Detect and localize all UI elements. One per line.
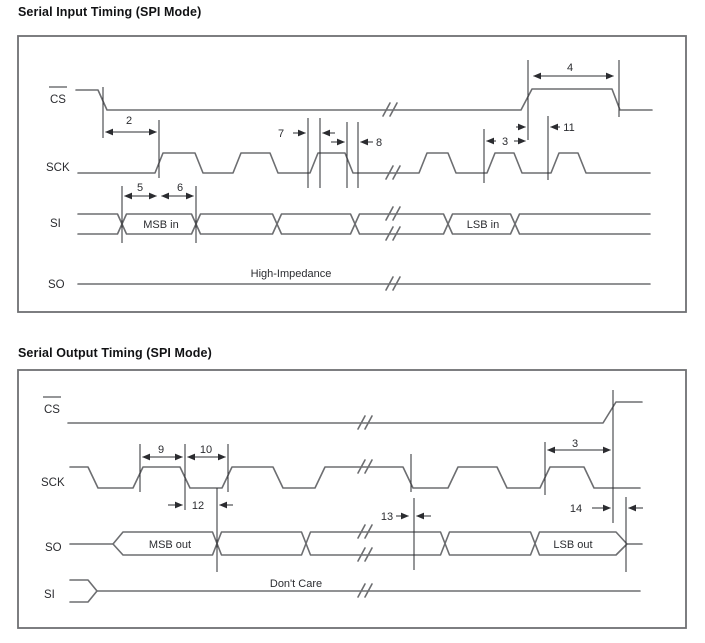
dimension-11 bbox=[516, 116, 560, 180]
sck-signal-label: SCK bbox=[46, 162, 70, 174]
sck-waveform bbox=[70, 467, 640, 488]
timing-3-input: 3 bbox=[501, 136, 509, 148]
output-waveforms bbox=[68, 402, 642, 602]
msb-in-label: MSB in bbox=[143, 219, 179, 231]
timing-13: 13 bbox=[380, 511, 394, 523]
timing-11: 11 bbox=[563, 122, 575, 134]
timing-14: 14 bbox=[569, 503, 583, 515]
cs-waveform bbox=[68, 402, 642, 423]
si-signal-label: SI bbox=[44, 589, 55, 601]
output-timing-diagram bbox=[18, 370, 686, 628]
sck-waveform bbox=[78, 153, 650, 173]
high-impedance-label: High-Impedance bbox=[250, 268, 332, 280]
dimension-13 bbox=[396, 454, 431, 570]
timing-12: 12 bbox=[191, 500, 205, 512]
timing-4: 4 bbox=[566, 62, 574, 74]
input-labels bbox=[46, 62, 575, 291]
lsb-out-label: LSB out bbox=[553, 539, 593, 551]
si-stub-rail-b bbox=[70, 591, 97, 602]
si-break-marks bbox=[386, 207, 400, 240]
so-signal-label: SO bbox=[45, 542, 62, 554]
dimension-2 bbox=[103, 87, 159, 178]
cs-signal-label: CS bbox=[44, 404, 60, 416]
si-signal-label: SI bbox=[50, 218, 61, 230]
input-diagram-title: Serial Input Timing (SPI Mode) bbox=[18, 5, 202, 19]
timing-8: 8 bbox=[375, 137, 383, 149]
output-labels bbox=[41, 397, 593, 601]
output-diagram-title: Serial Output Timing (SPI Mode) bbox=[18, 346, 212, 360]
sck-signal-label: SCK bbox=[41, 477, 65, 489]
cs-signal-label: CS bbox=[50, 94, 66, 106]
msb-out-label: MSB out bbox=[148, 539, 192, 551]
so-signal-label: SO bbox=[48, 279, 65, 291]
timing-7: 7 bbox=[277, 128, 285, 140]
lsb-in-label: LSB in bbox=[466, 219, 500, 231]
timing-10: 10 bbox=[199, 444, 213, 456]
timing-3-output: 3 bbox=[571, 438, 579, 450]
output-diagram-border bbox=[18, 370, 686, 628]
input-waveforms bbox=[76, 89, 652, 290]
input-dimensions bbox=[103, 60, 619, 243]
timing-2: 2 bbox=[125, 115, 133, 127]
dont-care-label: Don't Care bbox=[269, 578, 323, 590]
timing-5: 5 bbox=[136, 182, 144, 194]
input-timing-diagram bbox=[18, 36, 686, 312]
cs-waveform bbox=[76, 89, 652, 110]
timing-6: 6 bbox=[176, 182, 184, 194]
input-diagram-border bbox=[18, 36, 686, 312]
si-stub-rail-a bbox=[70, 580, 640, 591]
timing-9: 9 bbox=[157, 444, 165, 456]
